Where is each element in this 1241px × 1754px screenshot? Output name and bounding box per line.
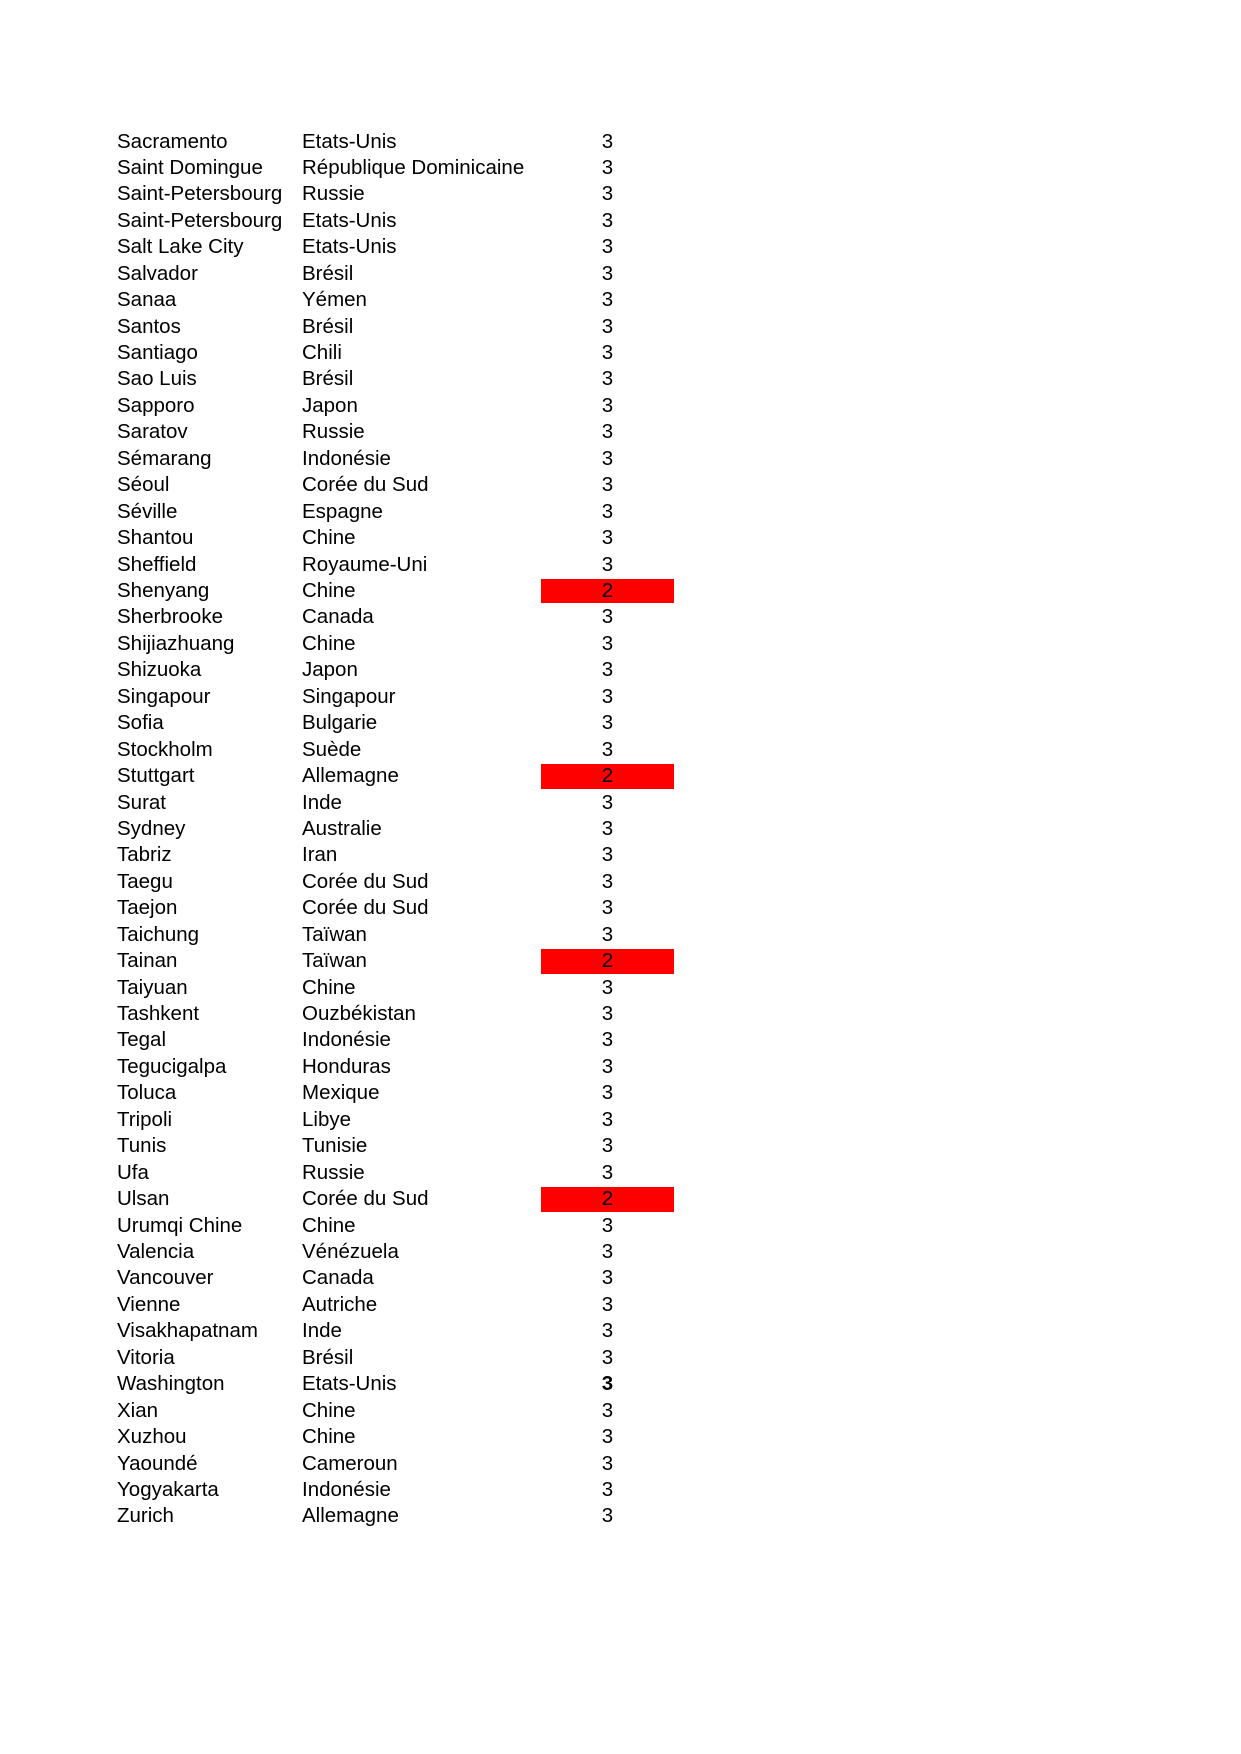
score-cell: 3: [601, 526, 614, 550]
city-cell: Taiyuan: [117, 975, 188, 999]
table-row: [0, 975, 700, 1002]
country-cell: Russie: [302, 182, 365, 206]
score-cell: 3: [601, 1160, 614, 1184]
country-cell: Singapour: [302, 684, 396, 708]
city-cell: Xian: [117, 1398, 159, 1422]
score-cell: 3: [601, 552, 614, 576]
score-cell: 3: [601, 1372, 614, 1396]
city-cell: Santiago: [117, 341, 198, 365]
city-cell: Taichung: [117, 922, 200, 946]
score-cell: 3: [601, 1345, 614, 1369]
table-row: [0, 1371, 700, 1398]
table-row: [0, 1318, 700, 1345]
score-cell: 3: [601, 182, 614, 206]
score-cell: 3: [601, 816, 614, 840]
score-cell: 3: [601, 737, 614, 761]
country-cell: Inde: [302, 790, 342, 814]
table-row: [0, 314, 700, 341]
city-cell: Saint Domingue: [117, 155, 263, 179]
country-cell: Brésil: [302, 367, 354, 391]
score-cell: 3: [601, 1425, 614, 1449]
city-cell: Santos: [117, 314, 181, 338]
country-cell: Indonésie: [302, 446, 391, 470]
table-row: [0, 1213, 700, 1240]
table-row: [0, 419, 700, 446]
table-row: [0, 869, 700, 896]
country-cell: Japon: [302, 393, 358, 417]
score-cell: 3: [601, 658, 614, 682]
score-cell: 3: [601, 473, 614, 497]
score-cell: 3: [601, 1319, 614, 1343]
city-cell: Stockholm: [117, 737, 213, 761]
city-cell: Tashkent: [117, 1002, 200, 1026]
score-cell: 3: [601, 1266, 614, 1290]
country-cell: Chine: [302, 1425, 356, 1449]
table-row: [0, 631, 700, 658]
city-cell: Tripoli: [117, 1107, 173, 1131]
country-cell: Iran: [302, 843, 338, 867]
country-cell: Etats-Unis: [302, 235, 397, 259]
city-cell: Shantou: [117, 526, 194, 550]
city-cell: Washington: [117, 1372, 225, 1396]
table-row: [0, 1027, 700, 1054]
country-cell: Russie: [302, 420, 365, 444]
score-cell: 3: [601, 420, 614, 444]
table-row: [0, 181, 700, 208]
country-cell: Allemagne: [302, 764, 399, 788]
country-cell: Tunisie: [302, 1134, 368, 1158]
table-row: [0, 710, 700, 737]
score-cell: 3: [601, 261, 614, 285]
country-cell: Libye: [302, 1107, 352, 1131]
country-cell: Autriche: [302, 1292, 378, 1316]
city-cell: Saratov: [117, 420, 188, 444]
city-cell: Sémarang: [117, 446, 212, 470]
city-cell: Vienne: [117, 1292, 181, 1316]
city-cell: Urumqi Chine: [117, 1213, 243, 1237]
city-cell: Tabriz: [117, 843, 172, 867]
country-cell: Corée du Sud: [302, 1187, 429, 1211]
table-row: [0, 155, 700, 182]
score-cell: 3: [601, 922, 614, 946]
table-row: [0, 129, 700, 156]
city-cell: Shijiazhuang: [117, 631, 235, 655]
country-cell: Chine: [302, 1213, 356, 1237]
country-cell: Brésil: [302, 314, 354, 338]
score-cell: 3: [601, 1054, 614, 1078]
city-cell: Séville: [117, 499, 178, 523]
table-row: [0, 287, 700, 314]
country-cell: Chine: [302, 1398, 356, 1422]
score-cell: 3: [601, 208, 614, 232]
country-cell: Ouzbékistan: [302, 1002, 416, 1026]
country-cell: Brésil: [302, 261, 354, 285]
score-cell: 3: [601, 1028, 614, 1052]
score-cell: 3: [601, 1504, 614, 1528]
city-cell: Vitoria: [117, 1345, 175, 1369]
score-cell: 3: [601, 711, 614, 735]
table-row: [0, 366, 700, 393]
country-cell: Corée du Sud: [302, 473, 429, 497]
country-cell: Chili: [302, 341, 342, 365]
table-row: [0, 948, 700, 975]
city-cell: Taegu: [117, 869, 173, 893]
table-row: [0, 737, 700, 764]
city-cell: Shenyang: [117, 578, 210, 602]
table-row: [0, 393, 700, 420]
country-cell: Etats-Unis: [302, 208, 397, 232]
table-row: [0, 1001, 700, 1028]
country-cell: Royaume-Uni: [302, 552, 428, 576]
country-cell: Chine: [302, 578, 356, 602]
country-cell: Indonésie: [302, 1477, 391, 1501]
score-cell: 3: [601, 631, 614, 655]
city-cell: Sao Luis: [117, 367, 197, 391]
city-cell: Saint-Petersbourg: [117, 182, 283, 206]
table-row: [0, 763, 700, 790]
city-cell: Sofia: [117, 711, 164, 735]
score-cell: 3: [601, 1002, 614, 1026]
score-cell: 3: [601, 499, 614, 523]
table-row: [0, 1477, 700, 1504]
city-cell: Vancouver: [117, 1266, 214, 1290]
country-cell: Etats-Unis: [302, 129, 397, 153]
score-cell: 3: [601, 288, 614, 312]
table-row: [0, 684, 700, 711]
country-cell: Japon: [302, 658, 358, 682]
table-row: [0, 1451, 700, 1478]
city-cell: Salt Lake City: [117, 235, 244, 259]
score-cell: 3: [601, 1213, 614, 1237]
country-cell: Canada: [302, 605, 374, 629]
country-cell: Yémen: [302, 288, 367, 312]
city-cell: Zurich: [117, 1504, 174, 1528]
city-cell: Tegucigalpa: [117, 1054, 227, 1078]
country-cell: Russie: [302, 1160, 365, 1184]
country-cell: Mexique: [302, 1081, 380, 1105]
city-cell: Sacramento: [117, 129, 228, 153]
city-cell: Sheffield: [117, 552, 197, 576]
score-cell: 3: [601, 1107, 614, 1131]
score-cell: 3: [601, 869, 614, 893]
city-cell: Yaoundé: [117, 1451, 198, 1475]
country-cell: Canada: [302, 1266, 374, 1290]
country-cell: Chine: [302, 526, 356, 550]
city-cell: Tunis: [117, 1134, 167, 1158]
table-row: [0, 1054, 700, 1081]
table-row: [0, 842, 700, 869]
score-cell: 3: [601, 605, 614, 629]
table-row: [0, 790, 700, 817]
city-cell: Taejon: [117, 896, 178, 920]
table-row: [0, 1265, 700, 1292]
country-cell: Indonésie: [302, 1028, 391, 1052]
country-cell: Taïwan: [302, 949, 367, 973]
score-cell-highlighted: 2: [541, 1187, 674, 1212]
score-cell: 3: [601, 975, 614, 999]
score-cell: 3: [601, 1451, 614, 1475]
country-cell: Chine: [302, 631, 356, 655]
city-cell: Sapporo: [117, 393, 195, 417]
city-cell: Ufa: [117, 1160, 149, 1184]
table-row: [0, 1239, 700, 1266]
table-row: [0, 525, 700, 552]
table-row: [0, 1107, 700, 1134]
city-cell: Ulsan: [117, 1187, 170, 1211]
city-cell: Toluca: [117, 1081, 177, 1105]
country-cell: Cameroun: [302, 1451, 398, 1475]
country-cell: Chine: [302, 975, 356, 999]
table-row: [0, 499, 700, 526]
table-row: [0, 234, 700, 261]
country-cell: Vénézuela: [302, 1239, 399, 1263]
score-cell: 3: [601, 341, 614, 365]
table-row: [0, 446, 700, 473]
country-cell: République Dominicaine: [302, 155, 525, 179]
table-row: [0, 1398, 700, 1425]
score-cell: 3: [601, 1292, 614, 1316]
city-cell: Salvador: [117, 261, 198, 285]
city-cell: Saint-Petersbourg: [117, 208, 283, 232]
country-cell: Inde: [302, 1319, 342, 1343]
country-cell: Etats-Unis: [302, 1372, 397, 1396]
score-cell: 3: [601, 393, 614, 417]
country-cell: Corée du Sud: [302, 896, 429, 920]
city-cell: Stuttgart: [117, 764, 195, 788]
table-row: [0, 816, 700, 843]
country-cell: Taïwan: [302, 922, 367, 946]
score-cell: 3: [601, 1239, 614, 1263]
table-row: [0, 1292, 700, 1319]
table-row: [0, 657, 700, 684]
country-cell: Honduras: [302, 1054, 391, 1078]
city-cell: Séoul: [117, 473, 170, 497]
table-row: [0, 895, 700, 922]
score-cell-highlighted: 2: [541, 764, 674, 789]
score-cell: 3: [601, 129, 614, 153]
city-cell: Xuzhou: [117, 1425, 187, 1449]
table-row: [0, 578, 700, 605]
table-row: [0, 1080, 700, 1107]
country-cell: Australie: [302, 816, 382, 840]
table-row: [0, 261, 700, 288]
country-cell: Suède: [302, 737, 362, 761]
score-cell: 3: [601, 790, 614, 814]
table-row: [0, 208, 700, 235]
city-cell: Sydney: [117, 816, 186, 840]
table-row: [0, 604, 700, 631]
score-cell: 3: [601, 314, 614, 338]
table-row: [0, 1133, 700, 1160]
city-cell: Surat: [117, 790, 166, 814]
score-cell: 3: [601, 155, 614, 179]
table-row: [0, 922, 700, 949]
city-cell: Tainan: [117, 949, 178, 973]
city-cell: Sanaa: [117, 288, 177, 312]
score-cell: 3: [601, 367, 614, 391]
table-row: [0, 1503, 700, 1530]
city-cell: Sherbrooke: [117, 605, 223, 629]
table-row: [0, 1186, 700, 1213]
table-row: [0, 1424, 700, 1451]
country-cell: Allemagne: [302, 1504, 399, 1528]
table-row: [0, 472, 700, 499]
score-cell-highlighted: 2: [541, 949, 674, 974]
city-cell: Singapour: [117, 684, 211, 708]
table-row: [0, 1160, 700, 1187]
city-cell: Visakhapatnam: [117, 1319, 258, 1343]
country-cell: Espagne: [302, 499, 383, 523]
country-cell: Corée du Sud: [302, 869, 429, 893]
city-cell: Tegal: [117, 1028, 167, 1052]
table-row: [0, 340, 700, 367]
score-cell: 3: [601, 843, 614, 867]
city-cell: Yogyakarta: [117, 1477, 219, 1501]
score-cell: 3: [601, 1134, 614, 1158]
score-cell: 3: [601, 446, 614, 470]
city-cell: Valencia: [117, 1239, 195, 1263]
score-cell: 3: [601, 1477, 614, 1501]
country-cell: Brésil: [302, 1345, 354, 1369]
table-row: [0, 1345, 700, 1372]
score-cell: 3: [601, 684, 614, 708]
score-cell: 3: [601, 235, 614, 259]
score-cell: 3: [601, 1081, 614, 1105]
score-cell-highlighted: 2: [541, 579, 674, 604]
table-row: [0, 552, 700, 579]
city-cell: Shizuoka: [117, 658, 202, 682]
score-cell: 3: [601, 896, 614, 920]
score-cell: 3: [601, 1398, 614, 1422]
country-cell: Bulgarie: [302, 711, 378, 735]
